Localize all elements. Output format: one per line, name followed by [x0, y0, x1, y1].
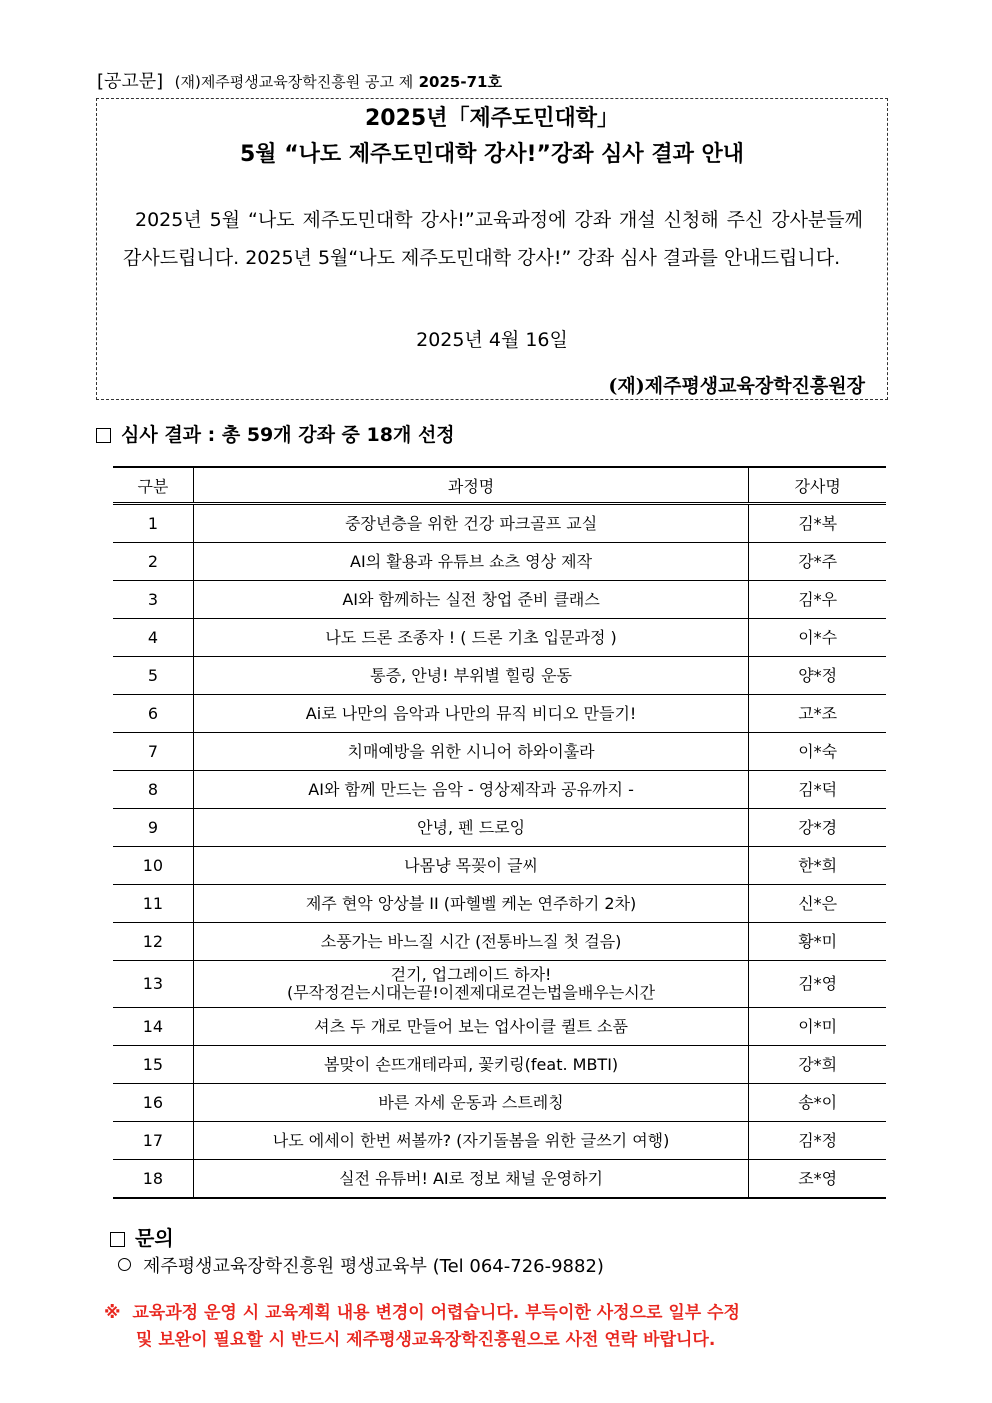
lecturer-name: 조*영 — [749, 1160, 886, 1199]
row-number: 1 — [113, 504, 193, 543]
inquiry-contact — [118, 1252, 604, 1278]
course-name: 실전 유튜버! AI로 정보 채널 운영하기 — [193, 1160, 749, 1199]
course-name: 치매예방을 위한 시니어 하와이훌라 — [193, 733, 749, 771]
table-row — [113, 657, 886, 695]
table-row — [113, 581, 886, 619]
course-name: AI의 활용과 유튜브 쇼츠 영상 제작 — [193, 543, 749, 581]
row-number: 12 — [113, 923, 193, 961]
row-number: 13 — [113, 961, 193, 1008]
announcement-label: (재)제주평생교육장학진흥원 공고 제 — [174, 73, 414, 91]
lecturer-name: 신*은 — [749, 885, 886, 923]
row-number: 14 — [113, 1008, 193, 1046]
announcement-header — [97, 70, 502, 94]
row-number: 4 — [113, 619, 193, 657]
column-header-no: 구분 — [113, 467, 193, 504]
lecturer-name: 김*덕 — [749, 771, 886, 809]
table-row — [113, 847, 886, 885]
table-row — [113, 1122, 886, 1160]
inquiry-heading-text: 문의 — [135, 1226, 174, 1250]
course-name-subtitle: (무작정걷는시대는끝!이젠제대로걷는법을배우는시간 — [286, 983, 656, 1002]
inquiry-contact-text: 제주평생교육장학진흥원 평생교육부 (Tel 064-726-9882) — [143, 1256, 604, 1277]
warning-line2: 및 보완이 필요할 시 반드시 제주평생교육장학진흥원으로 사전 연락 바랍니다. — [136, 1330, 716, 1350]
course-name: 중장년층을 위한 건강 파크골프 교실 — [193, 504, 749, 543]
reference-mark-icon: ※ — [104, 1303, 121, 1323]
table-row — [113, 1084, 886, 1122]
course-name: 봄맞이 손뜨개테라피, 꽃키링(feat. MBTI) — [193, 1046, 749, 1084]
notice-tag: [공고문] — [97, 71, 164, 92]
lecturer-name: 한*희 — [749, 847, 886, 885]
row-number: 10 — [113, 847, 193, 885]
table-row — [113, 1008, 886, 1046]
table-row — [113, 619, 886, 657]
table-header-row — [113, 467, 886, 504]
warning-line1: 교육과정 운영 시 교육계획 내용 변경이 어렵습니다. 부득이한 사정으로 일부 수정 — [132, 1303, 740, 1323]
course-name: 안녕, 펜 드로잉 — [193, 809, 749, 847]
row-number: 6 — [113, 695, 193, 733]
row-number: 3 — [113, 581, 193, 619]
row-number: 15 — [113, 1046, 193, 1084]
lecturer-name: 이*미 — [749, 1008, 886, 1046]
row-number: 5 — [113, 657, 193, 695]
row-number: 2 — [113, 543, 193, 581]
course-name: 제주 현악 앙상블 II (파헬벨 케논 연주하기 2차) — [193, 885, 749, 923]
table-row — [113, 543, 886, 581]
notice-box — [96, 98, 888, 400]
lecturer-name: 강*경 — [749, 809, 886, 847]
course-name: AI와 함께 만드는 음악 - 영상제작과 공유까지 - — [193, 771, 749, 809]
notice-title-line2: 5월 “나도 제주도민대학 강사!”강좌 심사 결과 안내 — [239, 142, 744, 167]
table-row — [113, 885, 886, 923]
table-row — [113, 961, 886, 1008]
table-row — [113, 923, 886, 961]
course-name: 나도 드론 조종자 ! ( 드론 기초 입문과정 ) — [193, 619, 749, 657]
notice-body-text: 2025년 5월 “나도 제주도민대학 강사!”교육과정에 강좌 개설 신청해 주신 강사분들께 감사드립니다. 2025년 5월“나도 제주도민대학 강사!” 강좌 심사 결과를 안내드립니다. — [123, 209, 863, 269]
course-name: 나도 에세이 한번 써볼까? (자기돌봄을 위한 글쓰기 여행) — [193, 1122, 749, 1160]
table-row — [113, 733, 886, 771]
row-number: 9 — [113, 809, 193, 847]
course-name-two-line — [193, 961, 749, 1008]
column-header-lecturer: 강사명 — [749, 467, 886, 504]
lecturer-name: 김*정 — [749, 1122, 886, 1160]
table-row — [113, 695, 886, 733]
circle-bullet-icon — [118, 1258, 131, 1271]
course-name: 통증, 안녕! 부위별 힐링 운동 — [193, 657, 749, 695]
course-name: 셔츠 두 개로 만들어 보는 업사이클 퀼트 소품 — [193, 1008, 749, 1046]
row-number: 18 — [113, 1160, 193, 1199]
row-number: 16 — [113, 1084, 193, 1122]
lecturer-name: 김*영 — [749, 961, 886, 1008]
lecturer-name: 양*정 — [749, 657, 886, 695]
checkbox-icon — [96, 428, 111, 443]
notice-body — [123, 201, 863, 277]
warning-note — [104, 1300, 888, 1354]
lecturer-name: 이*수 — [749, 619, 886, 657]
row-number: 8 — [113, 771, 193, 809]
course-name: 바른 자세 운동과 스트레칭 — [193, 1084, 749, 1122]
row-number: 7 — [113, 733, 193, 771]
table-row — [113, 1046, 886, 1084]
course-name: Ai로 나만의 음악과 나만의 뮤직 비디오 만들기! — [193, 695, 749, 733]
course-name: AI와 함께하는 실전 창업 준비 클래스 — [193, 581, 749, 619]
lecturer-name: 고*조 — [749, 695, 886, 733]
lecturer-name: 이*숙 — [749, 733, 886, 771]
results-heading — [96, 420, 455, 447]
lecturer-name: 김*우 — [749, 581, 886, 619]
course-name: 걷기, 업그레이드 하자! — [390, 965, 552, 984]
table-row — [113, 1160, 886, 1199]
lecturer-name: 황*미 — [749, 923, 886, 961]
course-name: 나몸냥 목꽂이 글씨 — [193, 847, 749, 885]
course-name: 소풍가는 바느질 시간 (전통바느질 첫 걸음) — [193, 923, 749, 961]
notice-date: 2025년 4월 16일 — [416, 329, 568, 351]
results-heading-text: 심사 결과 : 총 59개 강좌 중 18개 선정 — [121, 424, 455, 446]
table-row — [113, 809, 886, 847]
lecturer-name: 김*복 — [749, 504, 886, 543]
notice-issuer: (재)제주평생교육장학진흥원장 — [608, 375, 865, 397]
lecturer-name: 강*주 — [749, 543, 886, 581]
notice-title-line1: 2025년「제주도민대학」 — [365, 106, 619, 131]
lecturer-name: 강*희 — [749, 1046, 886, 1084]
column-header-course: 과정명 — [193, 467, 749, 504]
table-row — [113, 771, 886, 809]
checkbox-icon — [110, 1232, 125, 1247]
row-number: 17 — [113, 1122, 193, 1160]
row-number: 11 — [113, 885, 193, 923]
announcement-number: 2025-71호 — [418, 73, 502, 91]
inquiry-heading — [110, 1222, 174, 1251]
lecturer-name: 송*이 — [749, 1084, 886, 1122]
results-table — [113, 466, 886, 1199]
table-row — [113, 504, 886, 543]
